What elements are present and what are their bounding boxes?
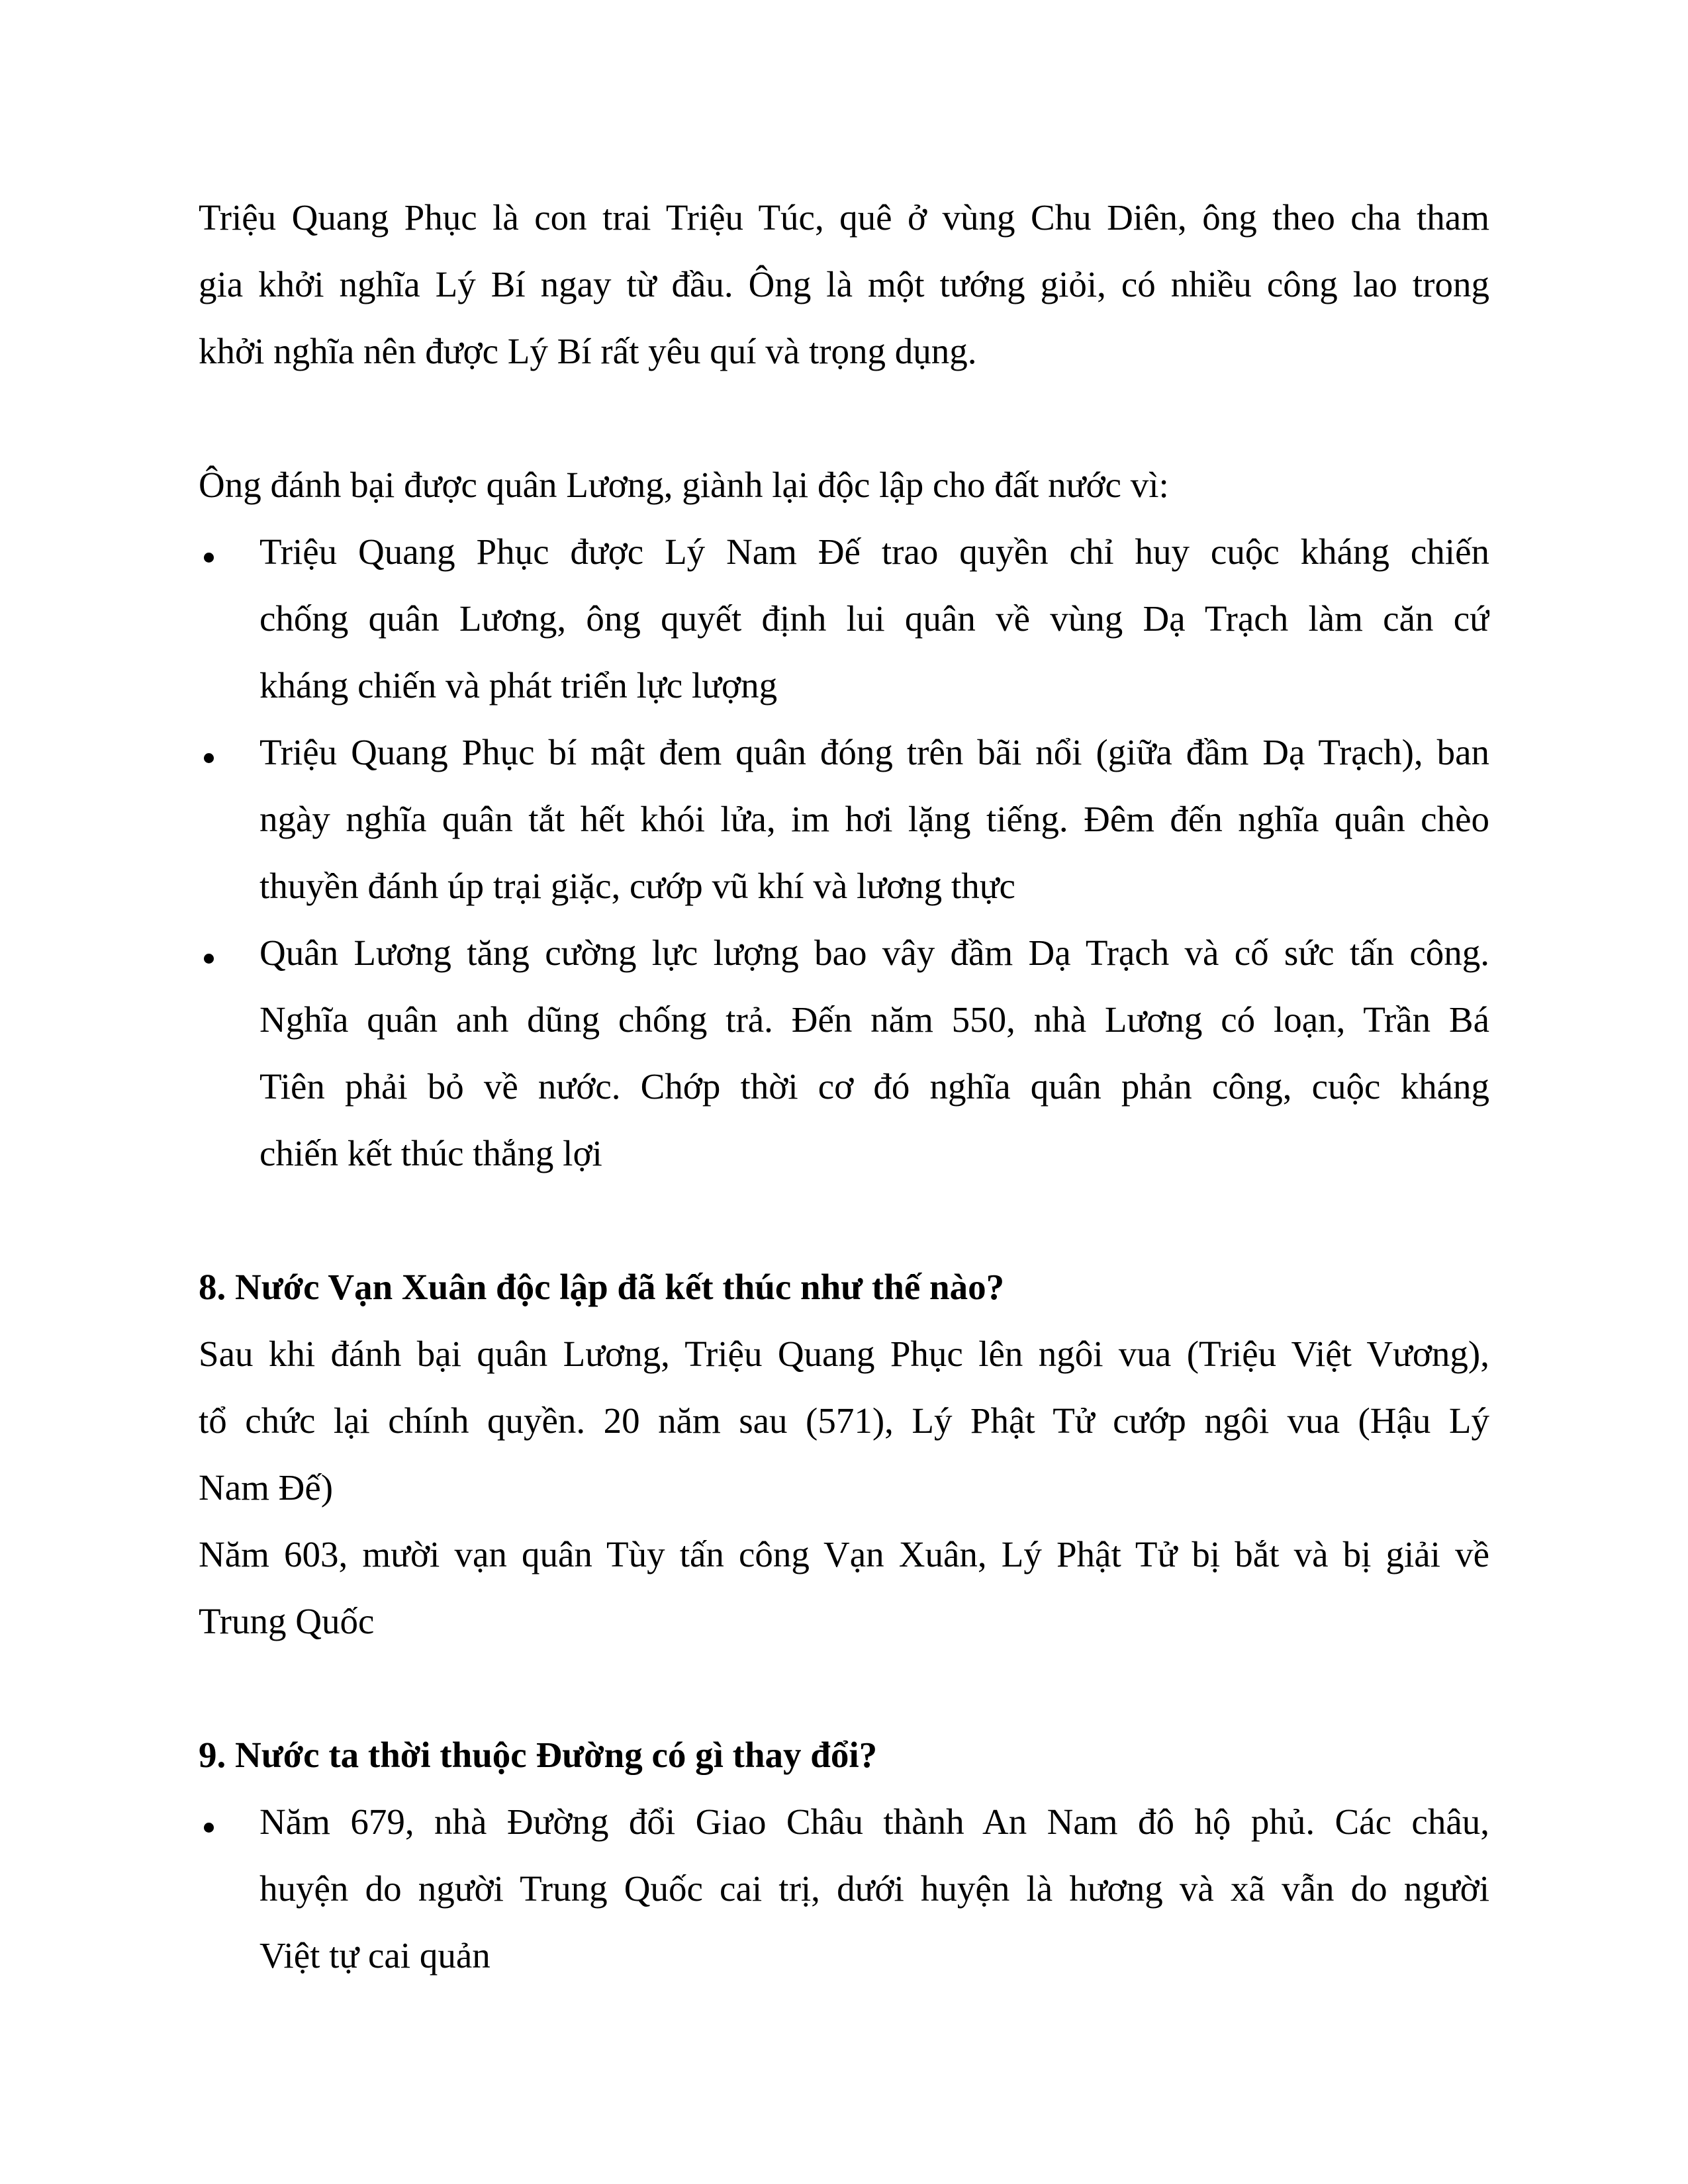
victory-intro-paragraph <box>199 451 1489 518</box>
text-line: khởi nghĩa nên được Lý Bí rất yêu quí và trọng dụng. <box>199 331 977 371</box>
text-line: Nam Đế) <box>199 1467 334 1508</box>
section-9-heading: 9. Nước ta thời thuộc Đường có gì thay đổi? <box>199 1735 878 1775</box>
document-body <box>199 184 1489 1989</box>
bullet-item <box>199 518 1489 719</box>
text-line: Trung Quốc <box>199 1601 375 1641</box>
blank-line <box>199 385 1489 451</box>
bullet-item <box>199 919 1489 1187</box>
section-8-paragraph-b <box>199 1521 1489 1655</box>
text-line: chiến kết thúc thắng lợi <box>259 1133 602 1173</box>
bullet-item <box>199 719 1489 919</box>
section-8-paragraph-a <box>199 1320 1489 1521</box>
text-line: Tiên phải bỏ về nước. Chớp thời cơ đó nghĩa quân phản công, cuộc kháng <box>259 1066 1489 1107</box>
text-line: Sau khi đánh bại quân Lương, Triệu Quang Phục lên ngôi vua (Triệu Việt Vương), <box>199 1334 1489 1374</box>
bullet-icon <box>204 954 214 964</box>
text-line: tổ chức lại chính quyền. 20 năm sau (571), Lý Phật Tử cướp ngôi vua (Hậu Lý <box>199 1400 1489 1441</box>
text-line: ngày nghĩa quân tắt hết khói lửa, im hơi lặng tiếng. Đêm đến nghĩa quân chèo <box>259 799 1489 839</box>
text-line: Triệu Quang Phục là con trai Triệu Túc, quê ở vùng Chu Diên, ông theo cha tham <box>199 197 1489 238</box>
text-line: gia khởi nghĩa Lý Bí ngay từ đầu. Ông là một tướng giỏi, có nhiều công lao trong <box>199 264 1489 304</box>
text-line: Triệu Quang Phục bí mật đem quân đóng trên bãi nổi (giữa đầm Dạ Trạch), ban <box>259 732 1489 772</box>
text-line: chống quân Lương, ông quyết định lui quân về vùng Dạ Trạch làm căn cứ <box>259 598 1489 639</box>
blank-line <box>199 1655 1489 1721</box>
text-line: huyện do người Trung Quốc cai trị, dưới huyện là hương và xã vẫn do người <box>259 1868 1489 1909</box>
bullet-icon <box>204 553 214 563</box>
text-line: Việt tự cai quản <box>259 1935 491 1976</box>
text-line: Nghĩa quân anh dũng chống trả. Đến năm 550, nhà Lương có loạn, Trần Bá <box>259 999 1489 1040</box>
bullet-item <box>199 1788 1489 1989</box>
bullet-icon <box>204 753 214 763</box>
section-8-heading: 8. Nước Vạn Xuân độc lập đã kết thúc như thế nào? <box>199 1267 1005 1307</box>
text-line: kháng chiến và phát triển lực lượng <box>259 665 778 705</box>
bullet-list <box>199 518 1489 1187</box>
blank-line <box>199 1187 1489 1253</box>
text-line: Năm 679, nhà Đường đổi Giao Châu thành An Nam đô hộ phủ. Các châu, <box>259 1801 1489 1842</box>
text-line: Triệu Quang Phục được Lý Nam Đế trao quyền chỉ huy cuộc kháng chiến <box>259 531 1489 572</box>
text-line: Quân Lương tăng cường lực lượng bao vây đầm Dạ Trạch và cố sức tấn công. <box>259 933 1489 973</box>
section-9-bullet-list <box>199 1788 1489 1989</box>
bullet-icon <box>204 1823 214 1833</box>
text-line: Năm 603, mười vạn quân Tùy tấn công Vạn Xuân, Lý Phật Tử bị bắt và bị giải về <box>199 1534 1489 1574</box>
text-line: Ông đánh bại được quân Lương, giành lại độc lập cho đất nước vì: <box>199 465 1169 505</box>
text-line: thuyền đánh úp trại giặc, cướp vũ khí và lương thực <box>259 866 1015 906</box>
intro-paragraph <box>199 184 1489 385</box>
